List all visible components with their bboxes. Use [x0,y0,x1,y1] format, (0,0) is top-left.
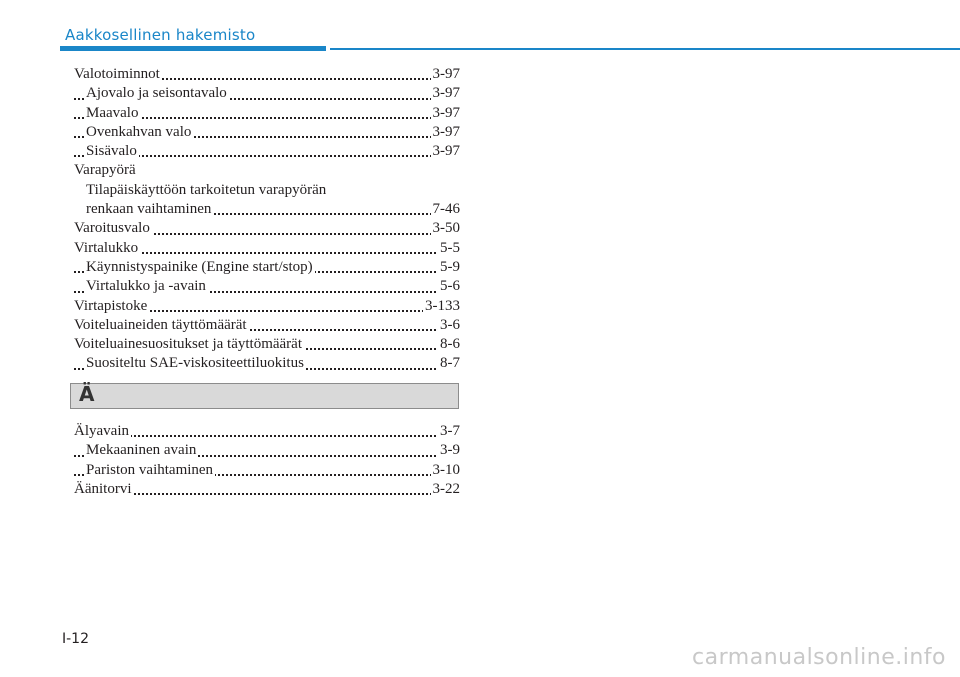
index-entry: Suositeltu SAE-viskositeettiluokitus 8-7 [74,354,460,373]
index-entry: Tilapäiskäyttöön tarkoitetun varapyörän renkaan vaihtaminen 7-46 [74,181,460,220]
index-entry: Virtapistoke 3-133 [74,297,460,316]
index-entry: Virtalukko 5-5 [74,239,460,258]
index-entry: Voiteluainesuositukset ja täyttömäärät 8-6 [74,335,460,354]
header-bar-thick [60,46,326,51]
index-entry: Sisävalo 3-97 [74,142,460,161]
index-entry: Äänitorvi 3-22 [74,480,460,499]
index-entry: Pariston vaihtaminen 3-10 [74,461,460,480]
header-bar-thin [330,48,960,50]
section-header [70,383,459,409]
index-entry: Valotoiminnot 3-97 [74,65,460,84]
index-entry: Älyavain 3-7 [74,422,460,441]
watermark: carmanualsonline.info [692,645,946,670]
header-title: Aakkosellinen hakemisto [65,26,256,44]
index-entry: Ovenkahvan valo 3-97 [74,123,460,142]
index-entry: Varoitusvalo 3-50 [74,219,460,238]
index-entry: Käynnistyspainike (Engine start/stop) 5-9 [74,258,460,277]
index-list-top [74,65,460,374]
index-entry: Ajovalo ja seisontavalo 3-97 [74,84,460,103]
index-list-bottom [74,422,460,499]
index-entry: Voiteluaineiden täyttömäärät 3-6 [74,316,460,335]
index-entry: Varapyörä [74,162,136,179]
section-letter: Ä [79,382,95,406]
page-number: I-12 [62,631,89,647]
index-entry: Virtalukko ja -avain 5-6 [74,277,460,296]
index-entry: Maavalo 3-97 [74,104,460,123]
index-entry: Mekaaninen avain 3-9 [74,441,460,460]
